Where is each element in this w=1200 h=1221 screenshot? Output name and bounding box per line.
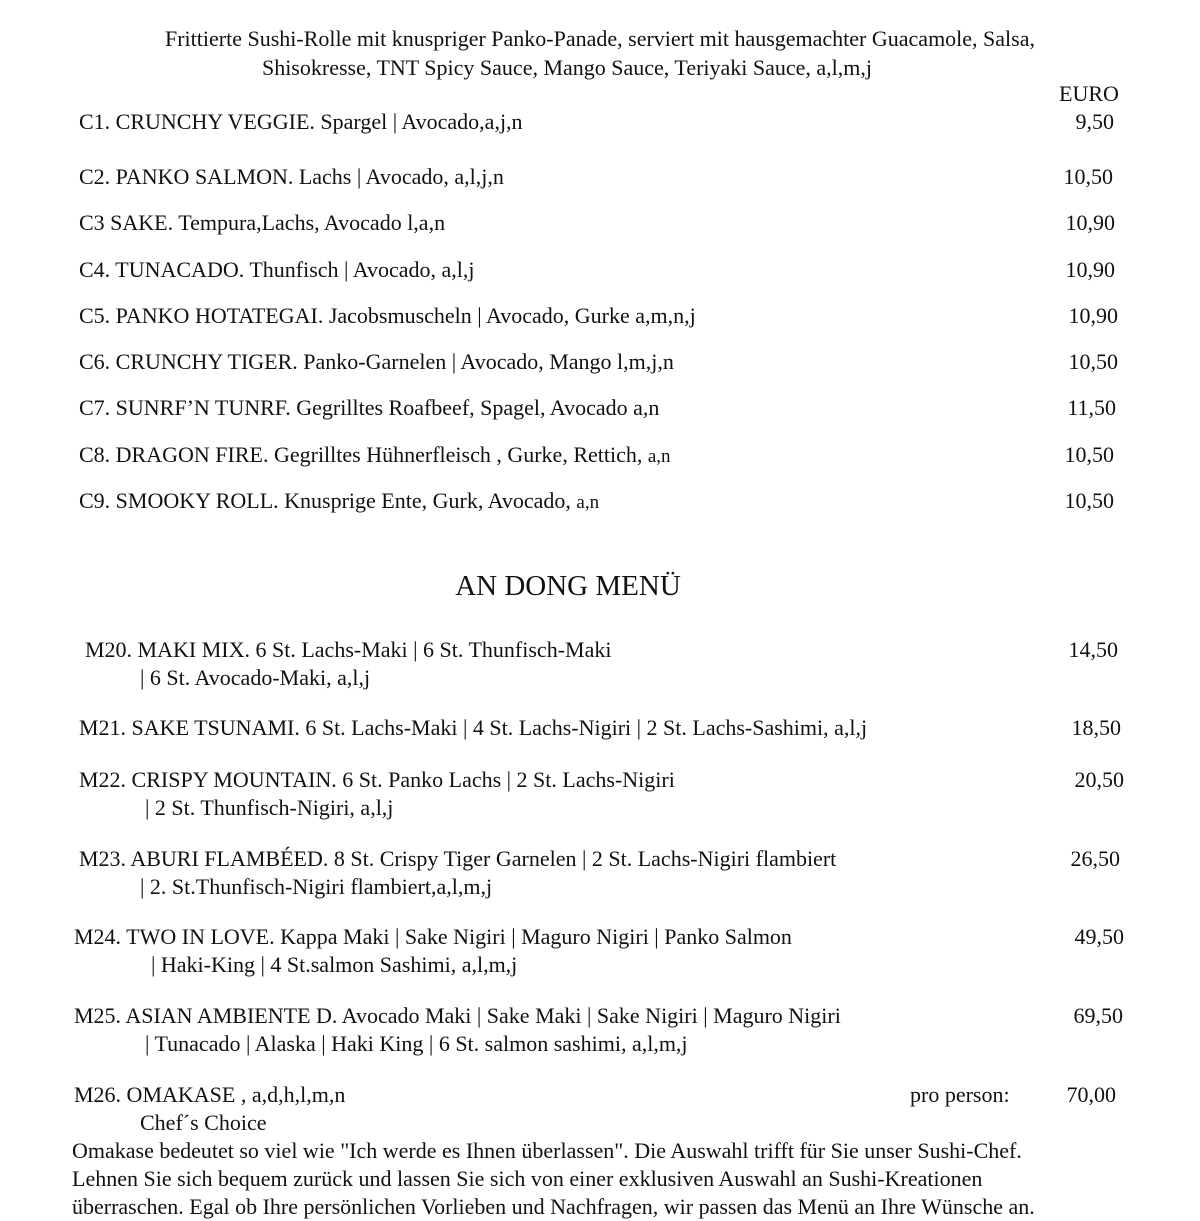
crunchy-price-c8: 10,50 [1064, 442, 1114, 467]
crunchy-item-c3: C3 SAKE. Tempura,Lachs, Avocado l,a,n [79, 210, 446, 235]
menu-item-m20: M20. MAKI MIX. 6 St. Lachs-Maki | 6 St. Thunfisch-Maki [85, 637, 612, 662]
crunchy-price-c9: 10,50 [1064, 488, 1114, 513]
crunchy-item-c2: C2. PANKO SALMON. Lachs | Avocado, a,l,j,n [79, 164, 504, 189]
crunchy-price-c1: 9,50 [1075, 109, 1114, 134]
menu-item-m25-detail: | Tunacado | Alaska | Haki King | 6 St. salmon sashimi, a,l,m,j [145, 1031, 688, 1056]
menu-item-m25: M25. ASIAN AMBIENTE D. Avocado Maki | Sake Maki | Sake Nigiri | Maguro Nigiri [74, 1003, 841, 1028]
omakase-price: 70,00 [1066, 1082, 1116, 1107]
crunchy-price-c6: 10,50 [1068, 349, 1118, 374]
intro-line-1: Frittierte Sushi-Rolle mit knuspriger Panko-Panade, serviert mit hausgemachter Guacamole, Salsa, [164, 26, 1035, 51]
crunchy-item-c5: C5. PANKO HOTATEGAI. Jacobsmuscheln | Avocado, Gurke a,m,n,j [79, 303, 696, 328]
omakase-description-2: Lehnen Sie sich bequem zurück und lassen Sie sich von einer exklusiven Auswahl an Sushi-Kreationen [72, 1166, 983, 1191]
crunchy-item-c9-text: C9. SMOOKY ROLL. Knusprige Ente, Gurk, Avocado, [79, 488, 571, 513]
currency-label: EURO [1059, 81, 1119, 106]
crunchy-price-c5: 10,90 [1068, 303, 1118, 328]
crunchy-price-c2: 10,50 [1063, 164, 1113, 189]
menu-item-m21: M21. SAKE TSUNAMI. 6 St. Lachs-Maki | 4 St. Lachs-Nigiri | 2 St. Lachs-Sashimi, a,l,j [79, 715, 868, 740]
crunchy-item-c4: C4. TUNACADO. Thunfisch | Avocado, a,l,j [79, 257, 475, 282]
menu-item-m24-detail: | Haki-King | 4 St.salmon Sashimi, a,l,m,j [151, 952, 518, 977]
menu-item-m22: M22. CRISPY MOUNTAIN. 6 St. Panko Lachs | 2 St. Lachs-Nigiri [79, 767, 675, 792]
omakase-subtitle: Chef´s Choice [140, 1110, 267, 1135]
menu-item-m22-detail: | 2 St. Thunfisch-Nigiri, a,l,j [145, 795, 394, 820]
menu-item-m23: M23. ABURI FLAMBÉED. 8 St. Crispy Tiger Garnelen | 2 St. Lachs-Nigiri flambiert [79, 846, 837, 871]
crunchy-price-c3: 10,90 [1065, 210, 1115, 235]
menu-item-m24: M24. TWO IN LOVE. Kappa Maki | Sake Nigiri | Maguro Nigiri | Panko Salmon [74, 924, 792, 949]
crunchy-item-c6: C6. CRUNCHY TIGER. Panko-Garnelen | Avocado, Mango l,m,j,n [79, 349, 674, 374]
crunchy-item-c8 [79, 441, 671, 471]
omakase-title: M26. OMAKASE , a,d,h,l,m,n [74, 1082, 346, 1107]
menu-price-m21: 18,50 [1071, 715, 1121, 740]
menu-item-m23-detail: | 2. St.Thunfisch-Nigiri flambiert,a,l,m,j [140, 874, 493, 899]
crunchy-item-c7: C7. SUNRF’N TUNRF. Gegrilltes Roafbeef, Spagel, Avocado a,n [79, 395, 660, 420]
crunchy-item-c1: C1. CRUNCHY VEGGIE. Spargel | Avocado,a,j,n [79, 109, 523, 134]
crunchy-item-c9 [79, 487, 599, 517]
intro-line-2: Shisokresse, TNT Spicy Sauce, Mango Sauce, Teriyaki Sauce, a,l,m,j [261, 55, 873, 80]
menu-price-m25: 69,50 [1073, 1003, 1123, 1028]
menu-price-m24: 49,50 [1074, 924, 1124, 949]
crunchy-item-c8-allergens: a,n [647, 446, 671, 467]
section-heading: AN DONG MENÜ [455, 570, 681, 602]
menu-price-m23: 26,50 [1070, 846, 1120, 871]
crunchy-item-c8-text: C8. DRAGON FIRE. Gegrilltes Hühnerfleisch , Gurke, Rettich, [79, 442, 643, 467]
menu-price-m20: 14,50 [1068, 637, 1118, 662]
menu-item-m20-detail: | 6 St. Avocado-Maki, a,l,j [140, 665, 371, 690]
crunchy-price-c7: 11,50 [1067, 395, 1116, 420]
omakase-description-3: überraschen. Egal ob Ihre persönlichen Vorlieben und Nachfragen, wir passen das Menü an Ihre Wünsche an. [72, 1194, 1035, 1219]
menu-price-m22: 20,50 [1074, 767, 1124, 792]
per-person-label: pro person: [910, 1082, 1010, 1107]
crunchy-item-c9-allergens: a,n [576, 492, 600, 513]
crunchy-price-c4: 10,90 [1065, 257, 1115, 282]
omakase-description-1: Omakase bedeutet so viel wie "Ich werde es Ihnen überlassen". Die Auswahl trifft für Sie unser Sushi-Chef. [72, 1138, 1022, 1163]
